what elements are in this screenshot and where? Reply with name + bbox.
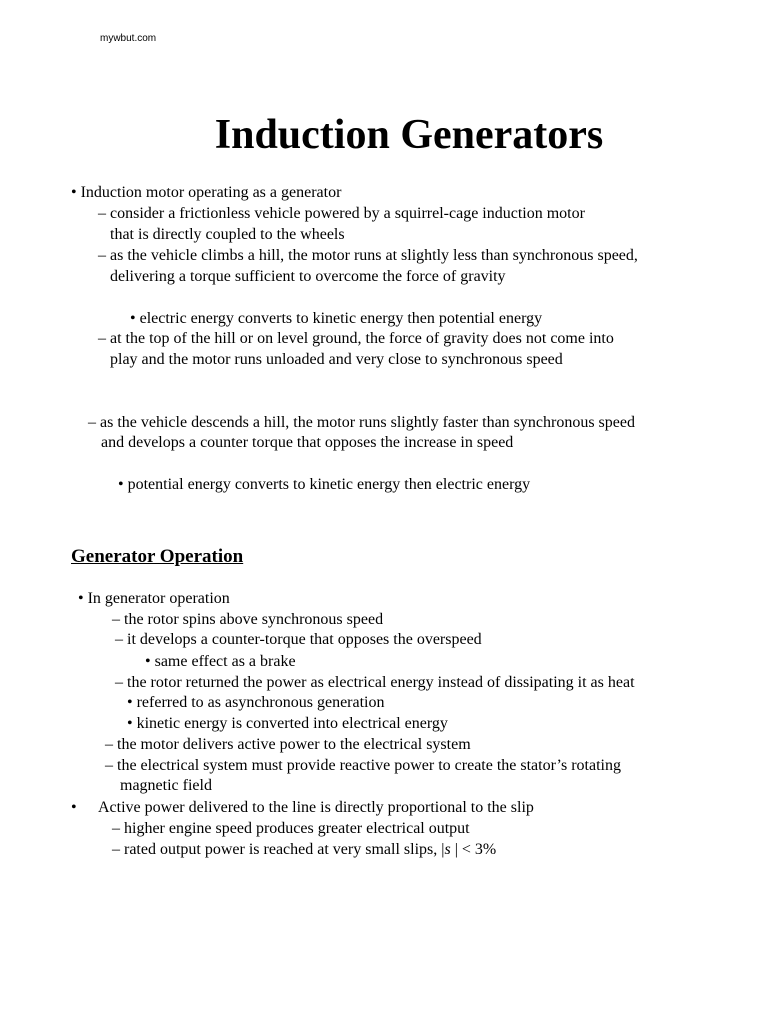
intro-line-1: • Induction motor operating as a generator	[71, 184, 342, 201]
page-title: Induction Generators	[214, 112, 604, 158]
section-line-13-prefix: – rated output power is reached at very small slips, |	[112, 841, 445, 858]
section-line-4: • same effect as a brake	[145, 653, 296, 670]
section-line-1: • In generator operation	[78, 590, 230, 607]
intro-line-9: – as the vehicle descends a hill, the motor runs slightly faster than synchronous speed	[88, 414, 635, 431]
section-line-7: • kinetic energy is converted into electrical energy	[127, 715, 448, 732]
section-line-11: Active power delivered to the line is directly proportional to the slip	[98, 799, 534, 816]
site-header: mywbut.com	[100, 33, 157, 44]
intro-line-7: – at the top of the hill or on level ground, the force of gravity does not come into	[98, 330, 614, 347]
intro-line-10: and develops a counter torque that opposes the increase in speed	[101, 434, 514, 451]
intro-line-5: delivering a torque sufficient to overcome the force of gravity	[110, 268, 506, 285]
section-line-8: – the motor delivers active power to the electrical system	[105, 736, 471, 753]
section-line-10: magnetic field	[120, 777, 212, 794]
section-line-3: – it develops a counter-torque that opposes the overspeed	[115, 631, 482, 648]
section-line-12: – higher engine speed produces greater electrical output	[112, 820, 470, 837]
section-line-13	[112, 839, 496, 860]
slip-variable: s	[444, 841, 451, 858]
intro-line-4: – as the vehicle climbs a hill, the motor runs at slightly less than synchronous speed,	[98, 247, 638, 264]
section-line-6: • referred to as asynchronous generation	[127, 694, 385, 711]
intro-line-2: – consider a frictionless vehicle powered by a squirrel-cage induction motor	[98, 205, 585, 222]
section-line-2: – the rotor spins above synchronous speed	[112, 611, 384, 628]
section-bullet: •	[71, 799, 77, 816]
intro-line-8: play and the motor runs unloaded and very close to synchronous speed	[110, 351, 563, 368]
intro-line-6: • electric energy converts to kinetic energy then potential energy	[130, 310, 543, 327]
section-heading: Generator Operation	[71, 546, 244, 567]
section-line-13-suffix: | < 3%	[450, 841, 497, 858]
section-line-5: – the rotor returned the power as electrical energy instead of dissipating it as heat	[115, 674, 635, 691]
section-line-9: – the electrical system must provide reactive power to create the stator’s rotating	[105, 757, 621, 774]
intro-line-3: that is directly coupled to the wheels	[110, 226, 345, 243]
intro-line-11: • potential energy converts to kinetic energy then electric energy	[118, 476, 531, 493]
